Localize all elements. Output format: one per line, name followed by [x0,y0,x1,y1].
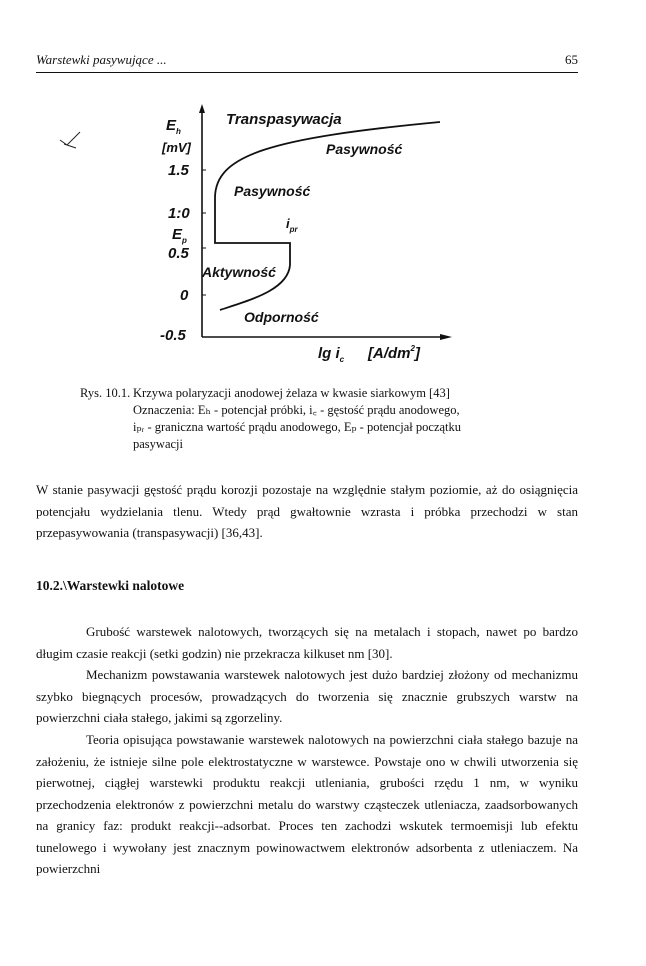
y-axis-label: $E_h$ [166,117,181,136]
header-rule [36,72,578,73]
running-title: Warstewki pasywujące ... [36,52,167,67]
immunity-label: Odporność [244,309,319,325]
caption-line: Oznaczenia: Eₕ - potencjał próbki, i꜀ - gęstość prądu anodowego, [133,403,460,417]
page-number: 65 [565,52,578,67]
x-axis-label: $\lg i_c$ [318,345,345,364]
paragraph-mechanism: Mechanizm powstawania warstewek nalotowych jest dużo bardziej złożony od mechanizmu szybko biegnących procesów, prowadzących do tworzenia się znacznie grubszych warstw na powierzchni ciała stałego, jakimi są zgorzeliny. [36,667,578,725]
x-axis-arrow [440,334,452,340]
paragraph-thickness: Grubość warstewek nalotowych, tworzących się na metalach i stopach, nawet po bardzo długim czasie reakcji (setki godzin) nie przekracza kilkuset nm [30]. [36,624,578,661]
y-axis-arrow [199,104,205,113]
y-tick-label: 0 [180,287,189,304]
passivity-upper-label: Pasywność [326,141,403,157]
y-tick-label: 1:0 [168,205,190,222]
caption-label: Rys. 10.1. [80,386,131,400]
handwritten-check-mark [58,128,82,150]
ep-label: $E_p$ [172,226,187,245]
y-axis-unit: [mV] [162,140,191,155]
caption-line: Krzywa polaryzacji anodowej żelaza w kwasie siarkowym [43] [133,386,450,400]
paragraph-passivation: W stanie pasywacji gęstość prądu korozji pozostaje na względnie stałym poziomie, aż do osiągnięcia potencjału wydzielania tlenu. Wtedy prąd gwałtownie wzrasta i próbka przechodzi w stan przepasywowania (transpasywacji) [36,43]. [36,482,578,540]
polarization-curve-figure [140,100,460,375]
caption-line: pasywacji [133,437,183,451]
caption-text [133,385,573,453]
polarization-curve-svg [140,100,460,375]
y-tick-label: 0.5 [168,245,189,262]
y-tick-label: 1.5 [168,162,189,179]
paragraph-theory: Teoria opisująca powstawanie warstewek nalotowych na powierzchni ciała stałego bazuje na założeniu, że istnieje silne pole elektrostatyczne w warstewce. Powstaje ono w chwili utworzenia się pierwotnej, ciągłej warstewki produktu reakcji utleniania, grubości rzędu 1 nm, w wyniku przechodzenia elektronów z powierzchni metalu do warstwy cząsteczek utleniacza, zaadsorbowanych na granicy faz: produkt reakcji--adsorbat. Proces ten zachodzi wskutek termoemisji lub efektu tunelowego i wywołany jest znacznym powinowactwem elektronów adsorbenta z utleniaczem. Na powierzchni [36,732,578,876]
x-axis-unit: $[A/dm^2]$ [368,344,420,362]
transpassivation-label: Transpasywacja [226,111,342,128]
passivity-inner-label: Pasywność [234,183,311,199]
page-header [36,52,578,72]
section-heading: 10.2.\Warstewki nalotowe [36,578,185,593]
ipr-label: $i_{pr}$ [286,216,298,234]
y-tick-label: -0.5 [160,327,186,344]
caption-line: iₚᵣ - graniczna wartość prądu anodowego, Eₚ - potencjał początku [133,420,462,434]
activity-label: Aktywność [202,264,276,280]
